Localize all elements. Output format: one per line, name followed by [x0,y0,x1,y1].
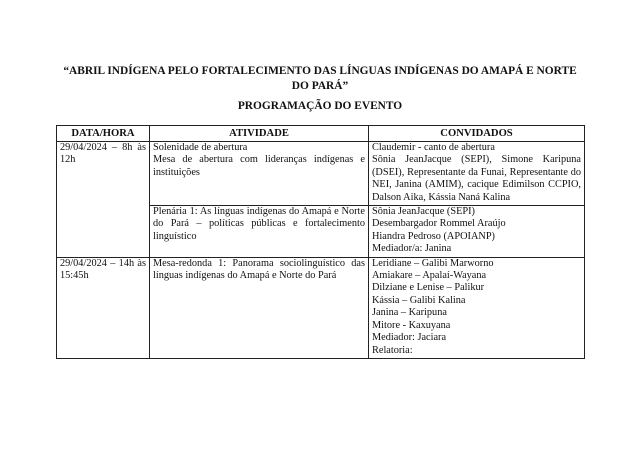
row2-date-cell [57,257,150,358]
document-subtitle: PROGRAMAÇÃO DO EVENTO [237,100,403,112]
table-header-row [57,126,585,142]
list-item: Relatoria: [372,344,413,356]
row1-activity-b-cell [150,206,369,258]
header-activity: ATIVIDADE [150,126,369,142]
list-item: Desembargador Rommel Araújo [372,218,506,230]
list-item: Amiakare – Apalaí-Wayana [372,270,487,282]
row2-guests-cell [369,257,585,358]
list-item: Mediador: Jaciara [372,332,447,344]
row1-guests-a-line2: Sônia JeanJacque (SEPI), Simone Karipuna (DSEI), Representante da Funai, Representante do NEI, Janina (AMIM), cacique Edimilson CCPIO, Dalson Aika, Kássia Naná Kalina [372,154,581,203]
table-row [57,142,585,206]
row1-activity-b: Plenária 1: As línguas indígenas do Amapá e Norte do Pará – políticas públicas e fortalecimento linguístico [153,206,365,242]
row1-date: 29/04/2024 – 8h às 12h [60,142,146,166]
row2-activity: Mesa-redonda 1: Panorama sociolinguístico das línguas indígenas do Amapá e Norte do Pará [153,257,365,282]
list-item: Mitore - Kaxuyana [372,319,451,331]
list-item: Janina – Karipuna [372,307,447,319]
list-item: Hiandra Pedroso (APOIANP) [372,230,495,242]
schedule-table [56,125,585,359]
row2-activity-cell [150,257,369,358]
list-item: Dilziane e Lenise – Palikur [372,282,485,294]
row1-guests-a-line1: Claudemir - canto de abertura [372,142,495,153]
list-item: Mediador/a: Janina [372,243,452,255]
list-item: Kássia – Galibi Kalina [372,294,466,306]
list-item: Leridiane – Galibi Marworno [372,257,494,269]
row1-activity-a-line1: Solenidade de abertura [153,142,248,153]
row2-date: 29/04/2024 – 14h às 15:45h [60,257,146,282]
header-guests: CONVIDADOS [369,126,585,142]
header-date: DATA/HORA [57,126,150,142]
table-row [57,257,585,358]
row1-date-cell [57,142,150,258]
row1-activity-a-cell [150,142,369,206]
list-item: Sônia JeanJacque (SEPI) [372,206,475,218]
row1-guests-a-cell [369,142,585,206]
row1-activity-a-line2: Mesa de abertura com lideranças indígenas e instituições [153,154,365,178]
document-title: “ABRIL INDÍGENA PELO FORTALECIMENTO DAS LÍNGUAS INDÍGENAS DO AMAPÁ E NORTE DO PARÁ” [63,65,577,92]
row1-guests-b-cell [369,206,585,258]
